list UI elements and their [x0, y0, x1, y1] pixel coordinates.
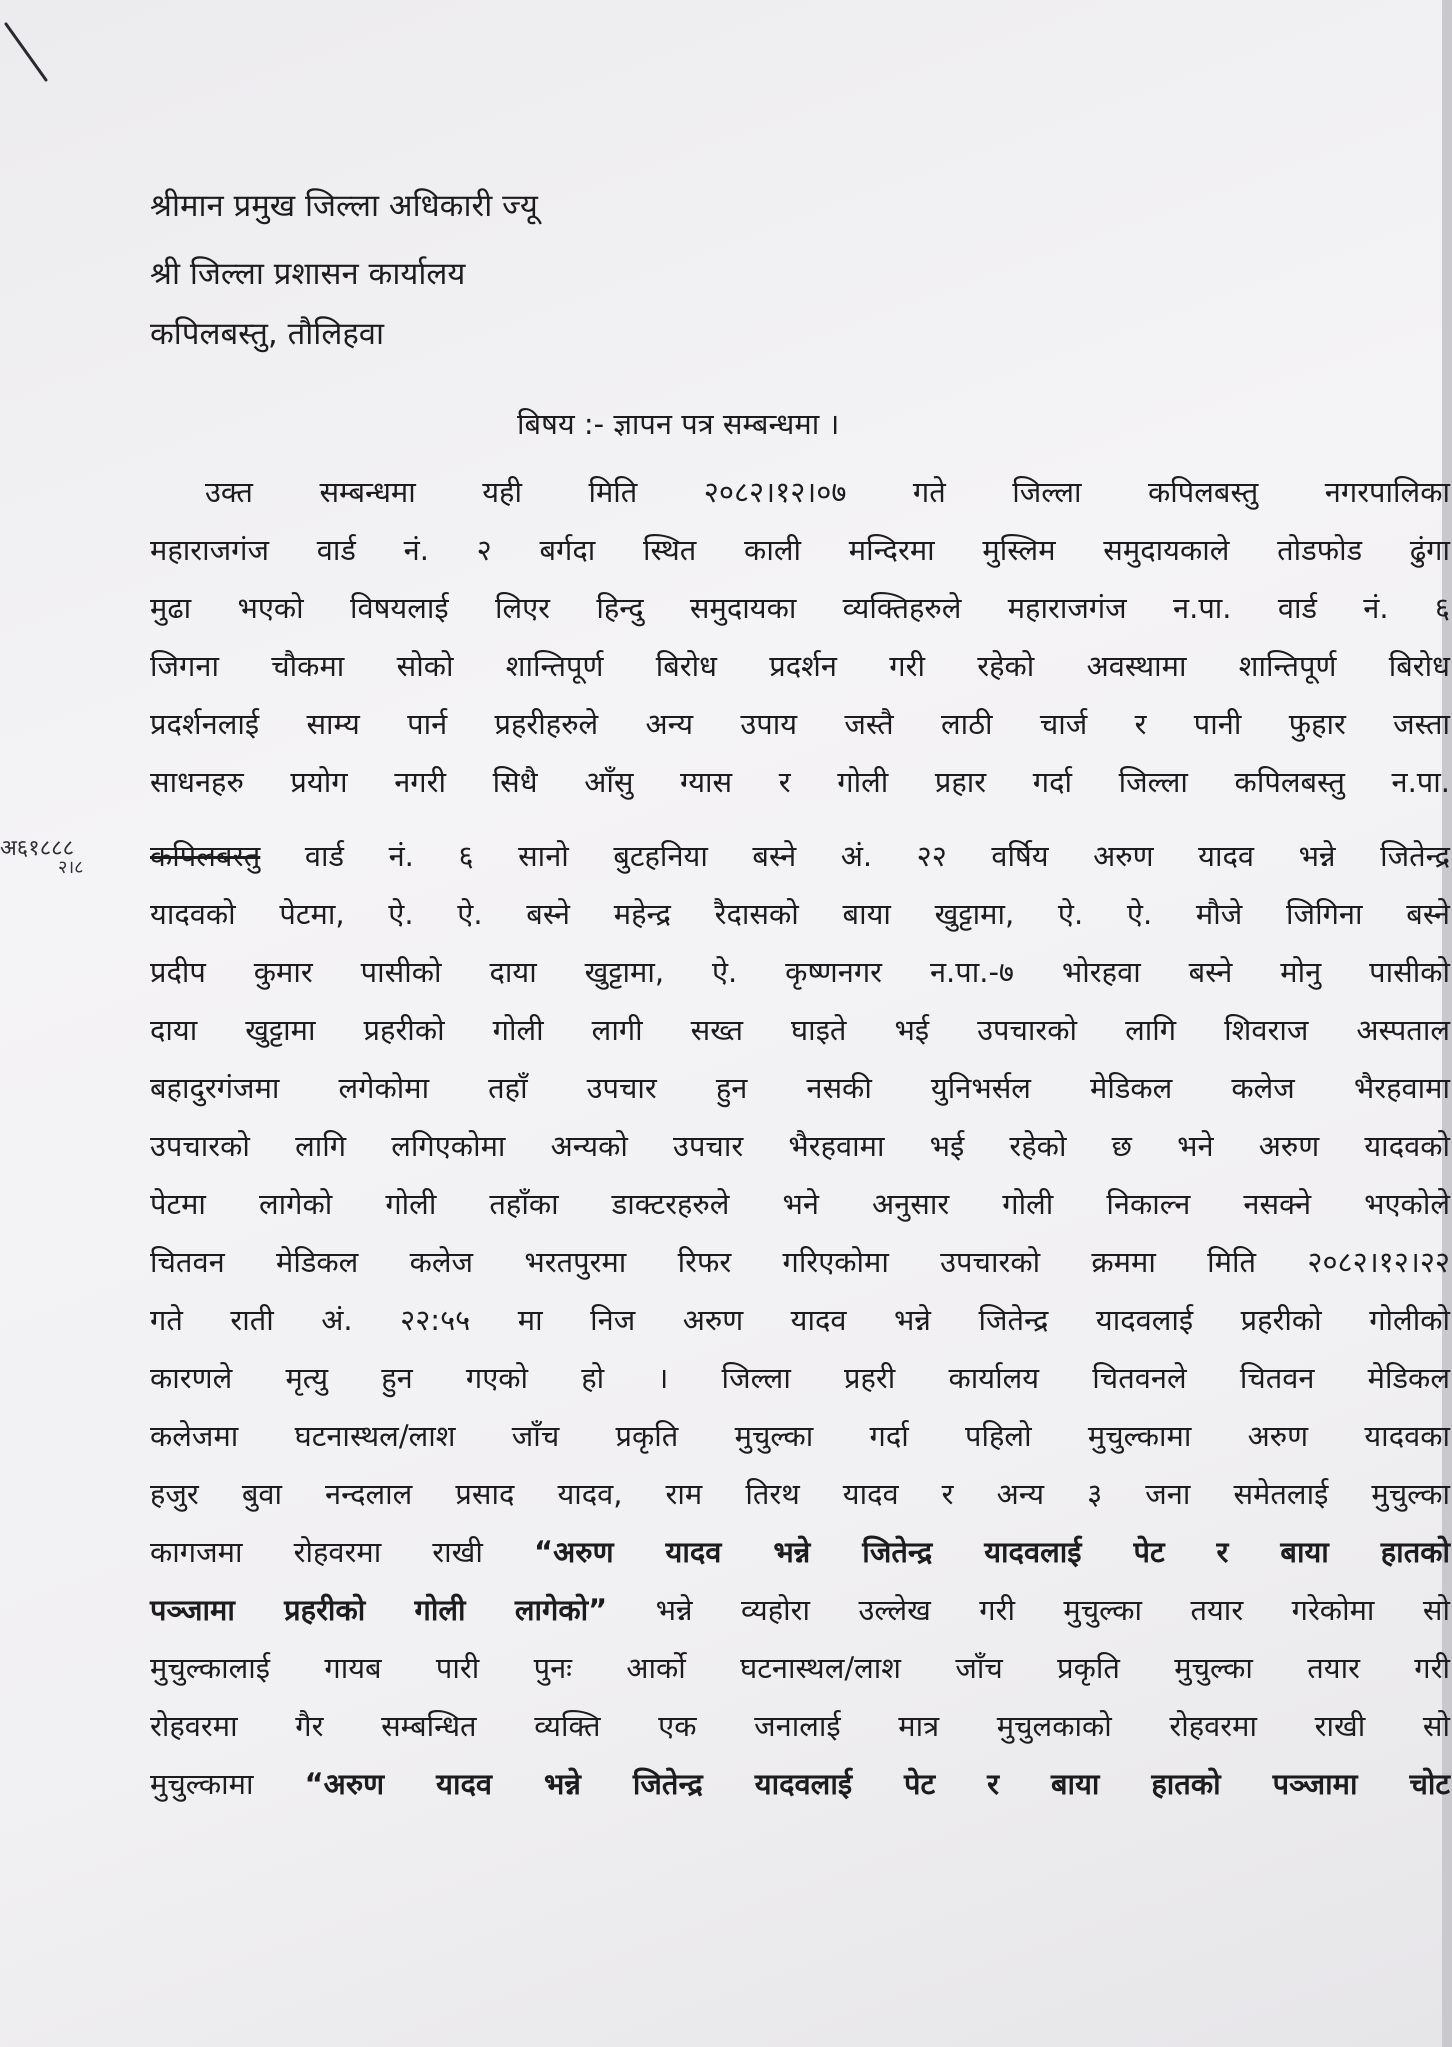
stray-pen-mark [0, 0, 60, 90]
body-line [150, 836, 1450, 876]
body-line: कारणले मृत्यु हुन गएको हो । जिल्ला प्रहरी कार्यालय चितवनले चितवन मेडिकल [150, 1361, 1450, 1395]
body-line: यादवको पेटमा, ऐ. ऐ. बस्ने महेन्द्र रैदासको बाया खुट्टामा, ऐ. ऐ. मौजे जिगिना बस्ने [150, 897, 1450, 931]
addressee-line-2: श्री जिल्ला प्रशासन कार्यालय [150, 256, 466, 292]
body-line: प्रदीप कुमार पासीको दाया खुट्टामा, ऐ. कृष्णनगर न.पा.-७ भोरहवा बस्ने मोनु पासीको [150, 955, 1450, 989]
body-line [150, 1532, 1450, 1572]
body-line-text: कागजमा रोहवरमा राखी [150, 1535, 483, 1569]
body-line: हजुर बुवा नन्दलाल प्रसाद यादव, राम तिरथ यादव र अन्य ३ जना समेतलाई मुचुल्का [150, 1477, 1450, 1511]
body-line: कलेजमा घटनास्थल/लाश जाँच प्रकृति मुचुल्का गर्दा पहिलो मुचुल्कामा अरुण यादवका [150, 1419, 1450, 1453]
subject-line: बिषय :- ज्ञापन पत्र सम्बन्धमा । [517, 407, 840, 441]
body-line: चितवन मेडिकल कलेज भरतपुरमा रिफर गरिएकोमा उपचारको क्रममा मिति २०८२।१२।२२ [150, 1245, 1450, 1279]
addressee-line-1: श्रीमान प्रमुख जिल्ला अधिकारी ज्यू [150, 188, 538, 224]
body-line: गते राती अं. २२:५५ मा निज अरुण यादव भन्ने जितेन्द्र यादवलाई प्रहरीको गोलीको [150, 1303, 1450, 1337]
handwritten-margin-subnote: २।८ [58, 857, 84, 878]
bold-quote: “अरुण यादव भन्ने जितेन्द्र यादवलाई पेट र बाया हातको पञ्जामा चोट [304, 1767, 1450, 1801]
body-line: उपचारको लागि लगिएकोमा अन्यको उपचार भैरहवामा भई रहेको छ भने अरुण यादवको [150, 1129, 1450, 1163]
body-line: जिगना चौकमा सोको शान्तिपूर्ण बिरोध प्रदर्शन गरी रहेको अवस्थामा शान्तिपूर्ण बिरोध [150, 649, 1450, 683]
body-line [150, 1764, 1450, 1804]
body-line: उक्त सम्बन्धमा यही मिति २०८२।१२।०७ गते जिल्ला कपिलबस्तु नगरपालिका [205, 475, 1450, 509]
bold-quote: पञ्जामा प्रहरीको गोली लागेको” [150, 1593, 608, 1627]
body-line-text: भन्ने व्यहोरा उल्लेख गरी मुचुल्का तयार गरेकोमा सो [655, 1593, 1450, 1627]
handwritten-margin-note: अ६१८८८ [0, 836, 75, 861]
body-line: रोहवरमा गैर सम्बन्धित व्यक्ति एक जनालाई मात्र मुचुलकाको रोहवरमा राखी सो [150, 1709, 1450, 1743]
body-line [150, 1590, 1450, 1630]
body-line: पेटमा लागेको गोली तहाँका डाक्टरहरुले भने अनुसार गोली निकाल्न नसक्ने भएकोले [150, 1187, 1450, 1221]
struck-word: कपिलबस्तु [150, 839, 261, 873]
body-line: मुढा भएको विषयलाई लिएर हिन्दु समुदायका व्यक्तिहरुले महाराजगंज न.पा. वार्ड नं. ६ [150, 591, 1450, 625]
body-line: दाया खुट्टामा प्रहरीको गोली लागी सख्त घाइते भई उपचारको लागि शिवराज अस्पताल [150, 1013, 1450, 1047]
body-line-text: वार्ड नं. ६ सानो बुटहनिया बस्ने अं. २२ वर्षिय अरुण यादव भन्ने जितेन्द्र [304, 839, 1450, 873]
body-line-text: मुचुल्कामा [150, 1767, 254, 1801]
body-line: मुचुल्कालाई गायब पारी पुनः आर्को घटनास्थल/लाश जाँच प्रकृति मुचुल्का तयार गरी [150, 1651, 1450, 1685]
body-line: महाराजगंज वार्ड नं. २ बर्गदा स्थित काली मन्दिरमा मुस्लिम समुदायकाले तोडफोड ढुंगा [150, 533, 1450, 567]
body-line: साधनहरु प्रयोग नगरी सिधै आँसु ग्यास र गोली प्रहार गर्दा जिल्ला कपिलबस्तु न.पा. [150, 765, 1450, 799]
addressee-line-3: कपिलबस्तु, तौलिहवा [150, 316, 385, 352]
body-line: प्रदर्शनलाई साम्य पार्न प्रहरीहरुले अन्य उपाय जस्तै लाठी चार्ज र पानी फुहार जस्ता [150, 707, 1450, 741]
bold-quote: “अरुण यादव भन्ने जितेन्द्र यादवलाई पेट र बाया हातको [534, 1535, 1451, 1569]
body-line: बहादुरगंजमा लगेकोमा तहाँ उपचार हुन नसकी युनिभर्सल मेडिकल कलेज भैरहवामा [150, 1071, 1450, 1105]
